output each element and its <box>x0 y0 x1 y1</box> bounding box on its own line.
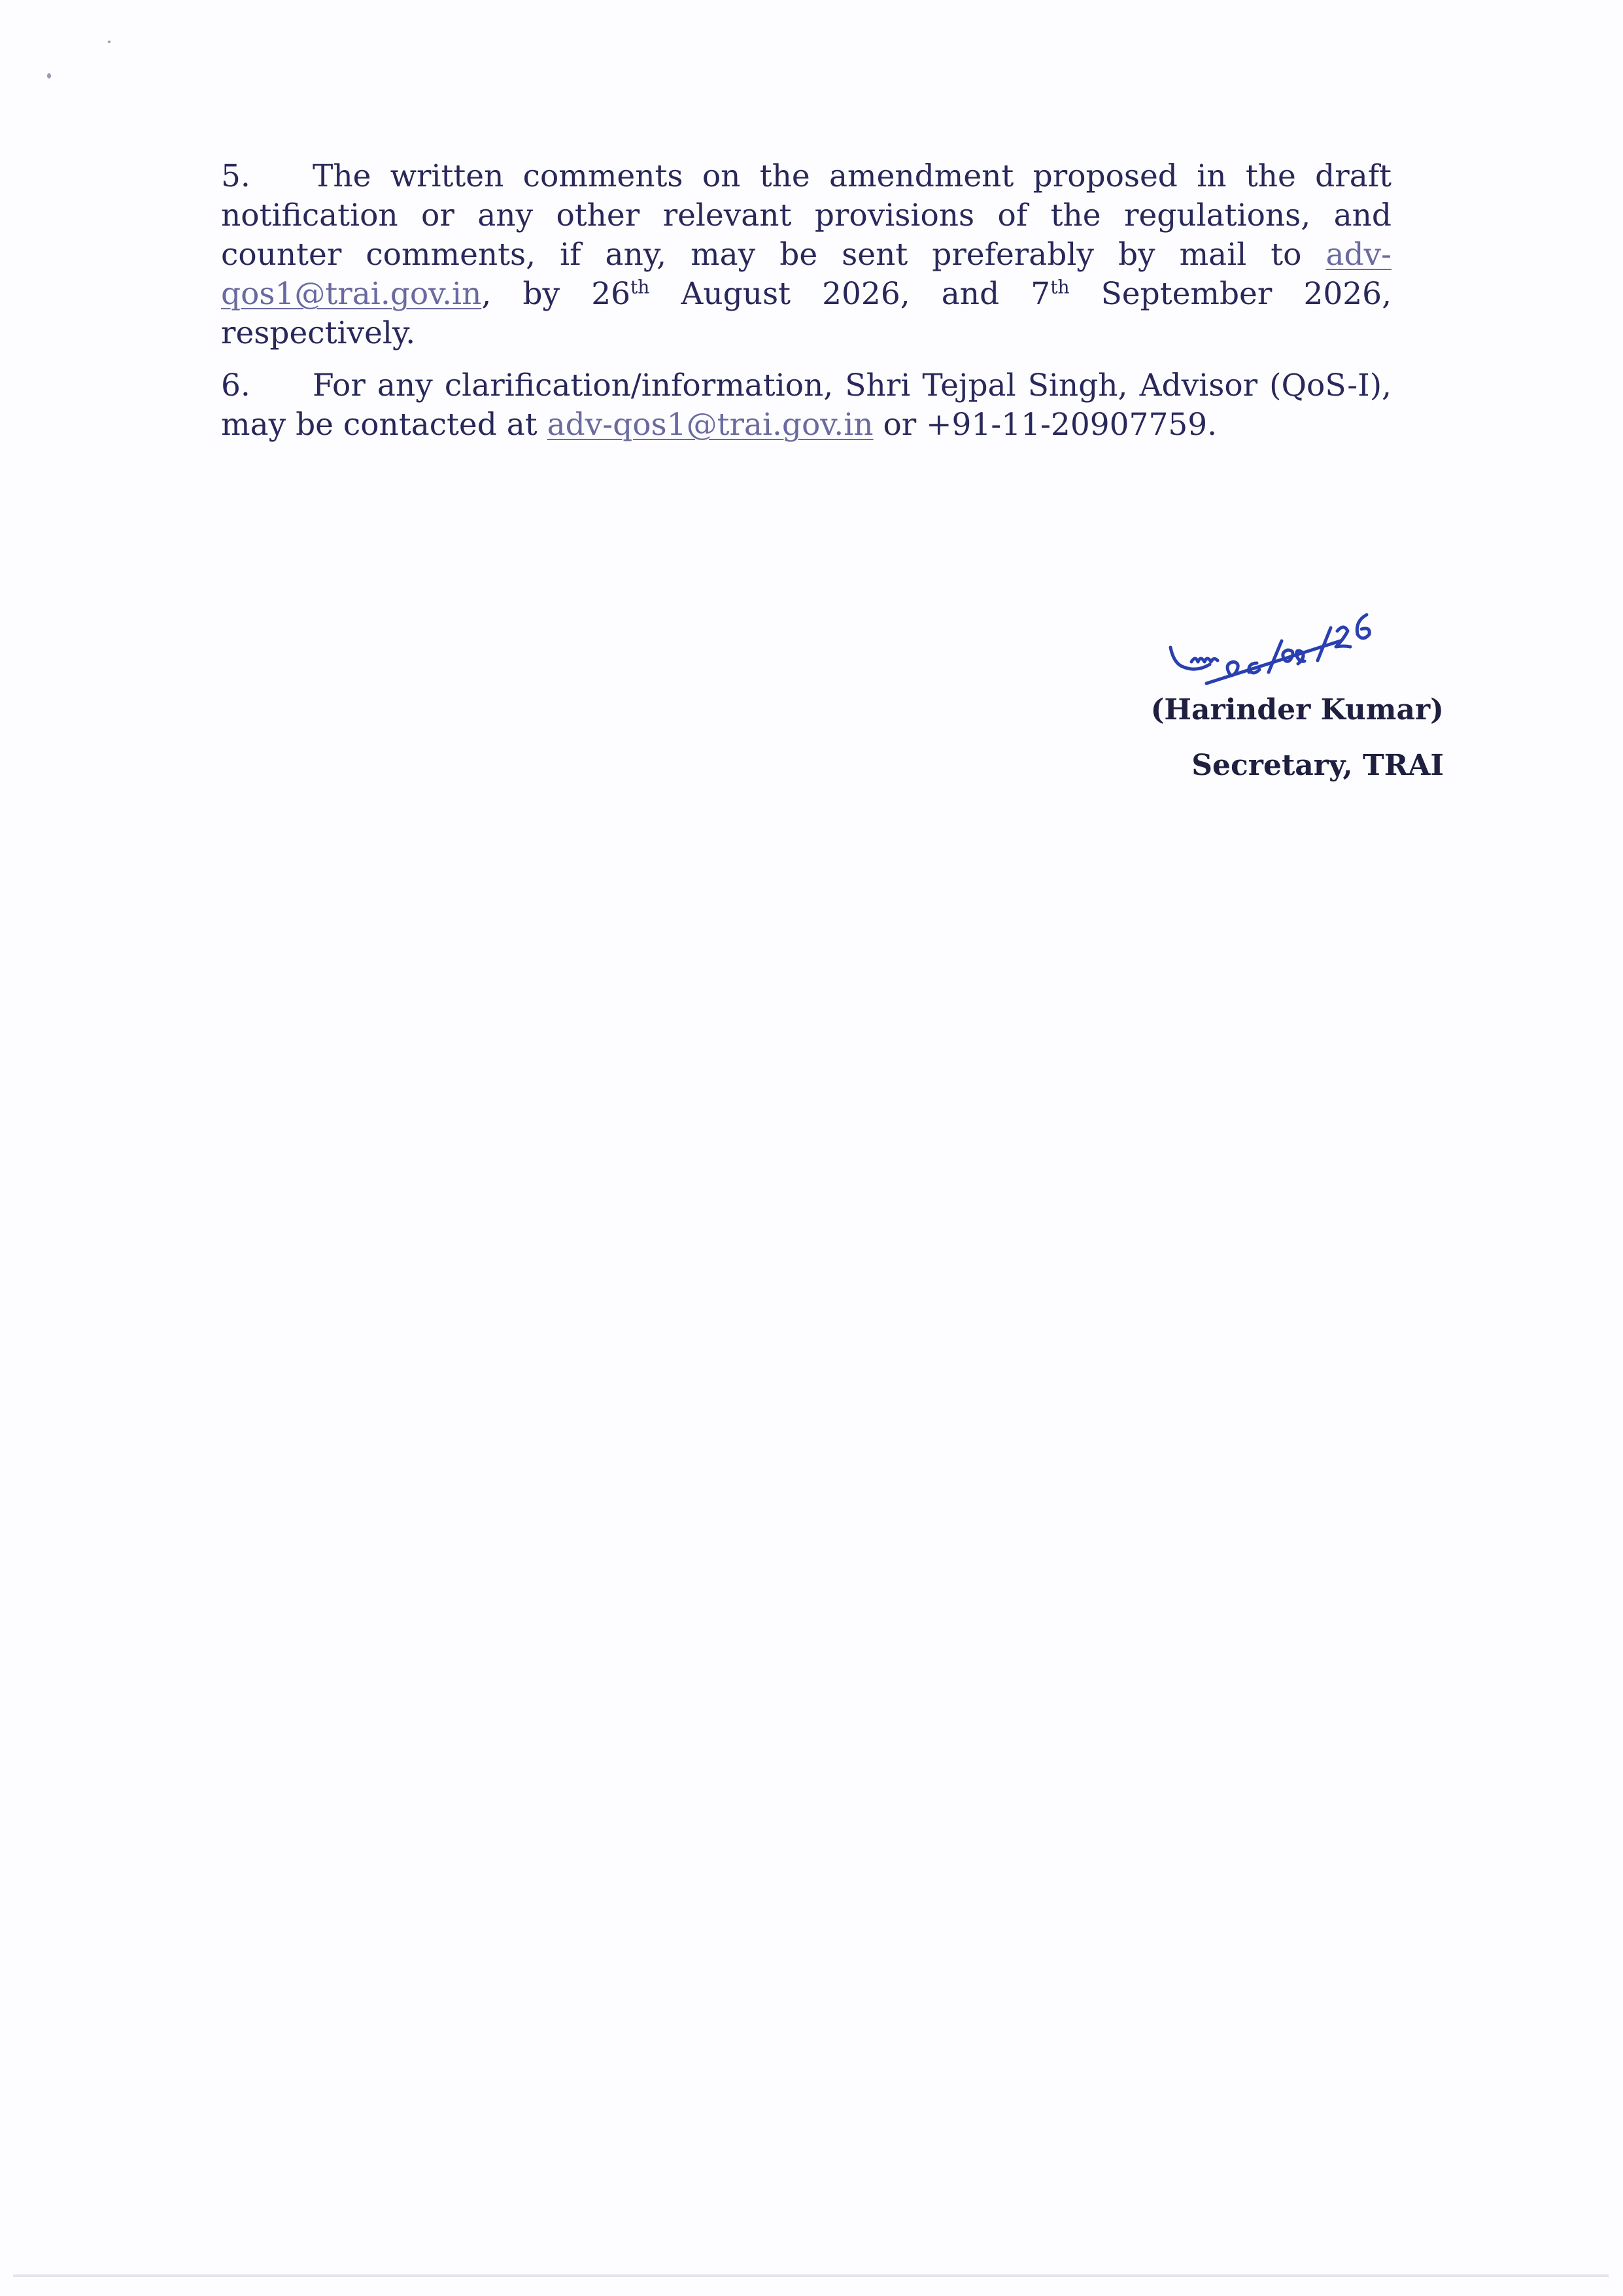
email-link[interactable]: adv-qos1@trai.gov.in <box>221 237 1392 312</box>
paragraph-6 <box>221 366 1392 445</box>
paragraph-number: 5. <box>221 158 250 194</box>
date-day: 7 <box>1031 276 1051 312</box>
scan-speck <box>108 41 111 43</box>
scan-speck <box>47 73 51 78</box>
paragraph-text: September 2026, respectively. <box>221 276 1392 351</box>
handwritten-signature <box>1144 602 1419 700</box>
signature-block <box>1059 602 1452 798</box>
signer-title: Secretary, TRAI <box>1191 749 1444 782</box>
paragraph-text: For any clarification/information, Shri Tejpal Singh, Advisor (QoS-I), may be contacted at <box>221 368 1392 443</box>
paragraph-text: or +91-11-20907759. <box>873 407 1218 443</box>
signer-name: (Harinder Kumar) <box>1150 693 1444 727</box>
paragraph-text: The written comments on the amendment proposed in the draft notification or any other relevant provisions of the regulations, and counter comments, if any, may be sent preferably by mail to <box>221 158 1392 273</box>
ordinal-suffix: th <box>1050 276 1070 298</box>
paragraph-5 <box>221 157 1392 353</box>
paragraph-text: August 2026, and <box>649 276 1031 312</box>
ordinal-suffix: th <box>630 276 650 298</box>
paragraph-number: 6. <box>221 368 250 403</box>
date-day: 26 <box>591 276 630 312</box>
email-link[interactable]: adv-qos1@trai.gov.in <box>547 407 874 443</box>
page-bottom-edge <box>13 2274 1609 2277</box>
paragraph-text: , by <box>481 276 592 312</box>
